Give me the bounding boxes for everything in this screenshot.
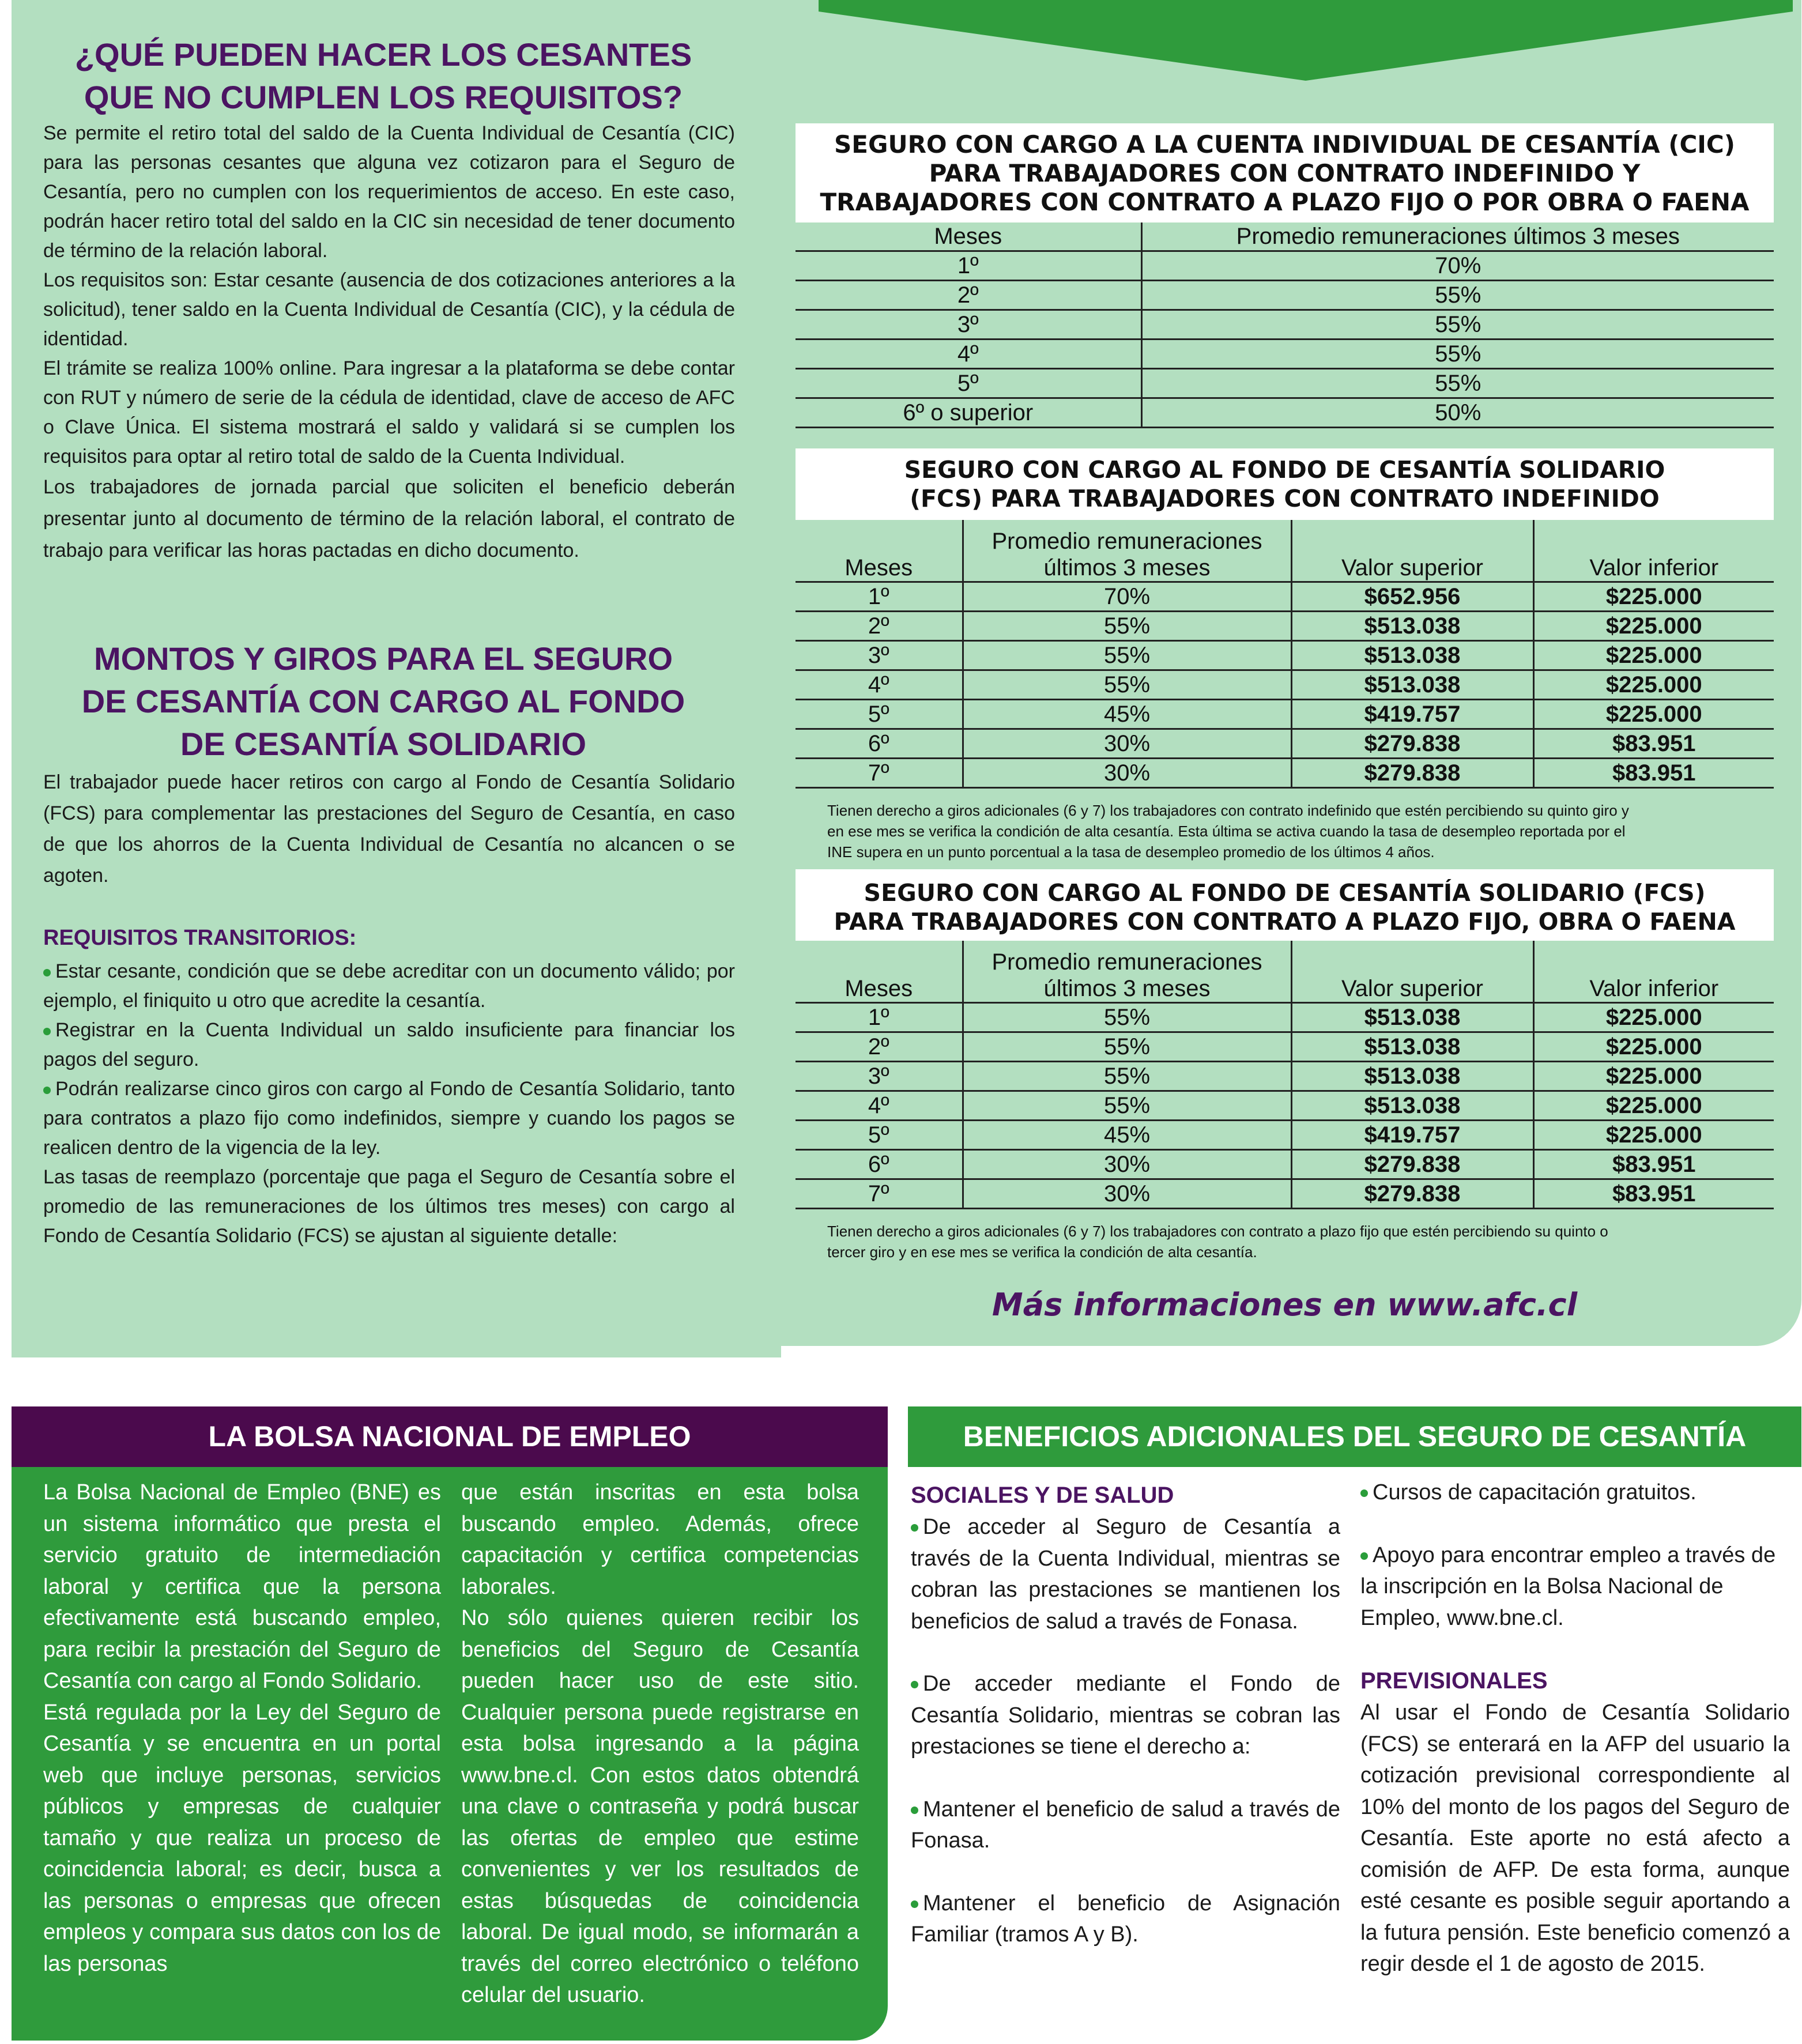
- list-item: De acceder mediante el Fondo de Cesantía Solidario, mientras se cobran las prestaciones se tiene el derecho a:: [911, 1668, 1340, 1763]
- paragraph: Los trabajadores de jornada parcial que soliciten el beneficio deberán presentar junto al documento de término de la relación laboral, el contrato de trabajo para verificar las horas pactadas en dicho documento.: [43, 476, 735, 561]
- table-cell: $279.838: [1291, 759, 1533, 788]
- note-line: Tienen derecho a giros adicionales (6 y 7) los trabajadores con contrato indefinido que estén percibiendo su quinto giro y: [827, 802, 1629, 819]
- table-row: [796, 641, 1774, 670]
- table-row: [796, 251, 1774, 281]
- table-row: [796, 398, 1774, 428]
- table-row: [796, 612, 1774, 641]
- table-cell: $225.000: [1533, 700, 1774, 729]
- table-cell: 55%: [963, 1062, 1291, 1091]
- table-cell: 3º: [796, 310, 1141, 340]
- title-line: MONTOS Y GIROS PARA EL SEGURO: [93, 640, 673, 677]
- table-cell: 55%: [963, 612, 1291, 641]
- table-row: [796, 729, 1774, 759]
- table-cell: $225.000: [1533, 582, 1774, 612]
- requisitos-list: [43, 957, 735, 1251]
- note-line: INE supera en un punto porcentual a la tasa de desempleo promedio de los últimos 4 años.: [827, 843, 1435, 861]
- note-line: Tienen derecho a giros adicionales (6 y 7) los trabajadores con contrato a plazo fijo que estén percibiendo su quinto o: [827, 1223, 1608, 1240]
- table-cell: $419.757: [1291, 700, 1533, 729]
- table3-block: [796, 869, 1774, 1262]
- more-info-link[interactable]: Más informaciones en www.afc.cl: [992, 1287, 1578, 1323]
- column-header: Meses: [796, 222, 1141, 251]
- table-header-row: [796, 520, 1774, 582]
- column-header: Valor superior: [1291, 520, 1533, 582]
- list-item: Cursos de capacitación gratuitos.: [1360, 1477, 1790, 1509]
- table-header-row: [796, 222, 1774, 251]
- table-cell: $513.038: [1291, 1032, 1533, 1062]
- paragraph: Se permite el retiro total del saldo de la Cuenta Individual de Cesantía (CIC) para las personas cesantes que alguna vez cotizaron para el Seguro de Cesantía, pero no cumplen con los requerimientos de acceso. En este caso, podrán hacer retiro total del saldo en la CIC sin necesidad de tener documento de término de la relación laboral.: [43, 122, 735, 262]
- table-cell: 30%: [963, 759, 1291, 788]
- title-line: TRABAJADORES CON CONTRATO A PLAZO FIJO O POR OBRA O FAENA: [820, 188, 1750, 216]
- sociales-title: SOCIALES Y DE SALUD: [911, 1483, 1174, 1508]
- table-cell: 3º: [796, 641, 963, 670]
- table-cell: 55%: [963, 1091, 1291, 1121]
- note-line: en ese mes se verifica la condición de alta cesantía. Esta última se activa cuando la tasa de desempleo reportada por el: [827, 823, 1626, 840]
- table-cell: 4º: [796, 1091, 963, 1121]
- title-line: (FCS) PARA TRABAJADORES CON CONTRATO INDEFINIDO: [910, 485, 1660, 512]
- table2: [796, 520, 1774, 789]
- title-line: QUE NO CUMPLEN LOS REQUISITOS?: [84, 79, 683, 115]
- table-cell: 5º: [796, 700, 963, 729]
- table-cell: 45%: [963, 1121, 1291, 1150]
- table-row: [796, 1150, 1774, 1179]
- table-row: [796, 340, 1774, 369]
- table-cell: 55%: [963, 641, 1291, 670]
- table-row: [796, 1062, 1774, 1091]
- paragraph: No sólo quienes quieren recibir los beneficios del Seguro de Cesantía pueden hacer uso de este sitio. Cualquier persona puede registrarse en esta bolsa ingresando a la página www.bne.cl. Con estos datos obtendrá una clave o contraseña y podrá buscar las ofertas de empleo que estime convenientes y ver los resultados de estas búsquedas de coincidencia laboral. De igual modo, se informarán a través del correo electrónico o teléfono celular del usuario.: [461, 1606, 859, 2007]
- list-item: Registrar en la Cuenta Individual un saldo insuficiente para financiar los pagos del seguro.: [43, 1016, 735, 1074]
- table-cell: $513.038: [1291, 1091, 1533, 1121]
- table-row: [796, 1003, 1774, 1032]
- column-header: Valor inferior: [1533, 520, 1774, 582]
- montos-paragraph: El trabajador puede hacer retiros con cargo al Fondo de Cesantía Solidario (FCS) para complementar las prestaciones del Seguro de Cesantía, en caso de que los ahorros de la Cuenta Individual de Cesantía no alcancen o se agoten.: [43, 771, 735, 887]
- table-row: [796, 310, 1774, 340]
- title-line: DE CESANTÍA SOLIDARIO: [180, 726, 587, 762]
- table3: [796, 941, 1774, 1209]
- paragraph: Las tasas de reemplazo (porcentaje que paga el Seguro de Cesantía sobre el promedio de las remuneraciones de los últimos tres meses) con cargo al Fondo de Cesantía Solidario (FCS) se ajustan al siguiente detalle:: [43, 1166, 735, 1247]
- table-cell: 55%: [1141, 281, 1774, 310]
- title-line: SEGURO CON CARGO AL FONDO DE CESANTÍA SOLIDARIO (FCS): [864, 879, 1706, 907]
- table-cell: 55%: [963, 1003, 1291, 1032]
- table-cell: 55%: [1141, 310, 1774, 340]
- table-cell: 1º: [796, 582, 963, 612]
- table-cell: $225.000: [1533, 1003, 1774, 1032]
- bne-title: LA BOLSA NACIONAL DE EMPLEO: [12, 1406, 888, 1467]
- header-line: últimos 3 meses: [1043, 555, 1211, 580]
- title-line: SEGURO CON CARGO A LA CUENTA INDIVIDUAL DE CESANTÍA (CIC): [834, 130, 1735, 159]
- title-line: ¿QUÉ PUEDEN HACER LOS CESANTES: [74, 36, 692, 73]
- table-cell: 7º: [796, 759, 963, 788]
- header-line: Promedio remuneraciones: [992, 529, 1262, 554]
- table-cell: $225.000: [1533, 670, 1774, 700]
- table3-note: [796, 1209, 1774, 1262]
- column-header: Valor superior: [1291, 941, 1533, 1003]
- table-cell: 3º: [796, 1062, 963, 1091]
- table-row: [796, 1121, 1774, 1150]
- note-line: tercer giro y en ese mes se verifica la condición de alta cesantía.: [827, 1243, 1257, 1261]
- table-cell: 4º: [796, 670, 963, 700]
- paragraph: Los requisitos son: Estar cesante (ausencia de dos cotizaciones anteriores a la solicitud), tener saldo en la Cuenta Individual de Cesantía (CIC), y la cédula de identidad.: [43, 269, 735, 350]
- table-row: [796, 1091, 1774, 1121]
- requisitos-title: REQUISITOS TRANSITORIOS:: [43, 926, 357, 950]
- table-cell: $513.038: [1291, 1003, 1533, 1032]
- table-cell: $652.956: [1291, 582, 1533, 612]
- paragraph: Está regulada por la Ley del Seguro de Cesantía y se encuentra en un portal web que incluye personas, servicios públicos y empresas de cualquier tamaño y que realiza un proceso de coincidencia laboral; es decir, busca a las personas o empresas que ofrecen empleos y compara sus datos con los de las personas: [43, 1700, 441, 1976]
- previsionales-title: PREVISIONALES: [1360, 1668, 1548, 1694]
- table1: [796, 222, 1774, 428]
- column-header: Meses: [796, 941, 963, 1003]
- beneficios-title: BENEFICIOS ADICIONALES DEL SEGURO DE CESANTÍA: [908, 1406, 1801, 1467]
- table-cell: $225.000: [1533, 1032, 1774, 1062]
- table-cell: 55%: [1141, 340, 1774, 369]
- table-row: [796, 670, 1774, 700]
- table-cell: $225.000: [1533, 1062, 1774, 1091]
- table-cell: $83.951: [1533, 1179, 1774, 1209]
- title-line: DE CESANTÍA CON CARGO AL FONDO: [81, 683, 685, 719]
- table-cell: 70%: [963, 582, 1291, 612]
- table-row: [796, 759, 1774, 788]
- column-header: Meses: [796, 520, 963, 582]
- table-row: [796, 582, 1774, 612]
- table-cell: $513.038: [1291, 641, 1533, 670]
- table2-title: [796, 448, 1774, 520]
- left-title: [43, 33, 723, 119]
- header-line: últimos 3 meses: [1043, 976, 1211, 1001]
- table-cell: 30%: [963, 1179, 1291, 1209]
- table-cell: 70%: [1141, 251, 1774, 281]
- table-cell: 7º: [796, 1179, 963, 1209]
- table-row: [796, 1179, 1774, 1209]
- table-cell: $83.951: [1533, 1150, 1774, 1179]
- table-cell: $225.000: [1533, 612, 1774, 641]
- header-line: Promedio remuneraciones: [992, 949, 1262, 975]
- table-row: [796, 281, 1774, 310]
- title-line: SEGURO CON CARGO AL FONDO DE CESANTÍA SOLIDARIO: [904, 456, 1665, 484]
- column-header: [963, 520, 1291, 582]
- table-cell: 2º: [796, 612, 963, 641]
- title-line: PARA TRABAJADORES CON CONTRATO A PLAZO FIJO, OBRA O FAENA: [834, 908, 1736, 936]
- table-cell: 50%: [1141, 398, 1774, 428]
- column-header: Valor inferior: [1533, 941, 1774, 1003]
- table-cell: 2º: [796, 1032, 963, 1062]
- table-cell: 55%: [963, 670, 1291, 700]
- bne-column-2: [461, 1477, 859, 2011]
- table-cell: 6º o superior: [796, 398, 1141, 428]
- table-cell: $513.038: [1291, 670, 1533, 700]
- list-item: Mantener el beneficio de Asignación Familiar (tramos A y B).: [911, 1888, 1340, 1951]
- list-item: Mantener el beneficio de salud a través de Fonasa.: [911, 1794, 1340, 1857]
- paragraph: que están inscritas en esta bolsa buscando empleo. Además, ofrece capacitación y certifica competencias laborales.: [461, 1480, 859, 1599]
- table-cell: 6º: [796, 1150, 963, 1179]
- list-item: Podrán realizarse cinco giros con cargo al Fondo de Cesantía Solidario, tanto para contratos a plazo fijo como indefinidos, siempre y cuando los pagos se realicen dentro de la vigencia de la ley.: [43, 1074, 735, 1163]
- table-cell: $225.000: [1533, 641, 1774, 670]
- table-cell: 30%: [963, 729, 1291, 759]
- green-chevron-banner: [819, 0, 1793, 81]
- table-cell: 6º: [796, 729, 963, 759]
- table-cell: $83.951: [1533, 759, 1774, 788]
- table-row: [796, 1032, 1774, 1062]
- list-item: Estar cesante, condición que se debe acreditar con un documento válido; por ejemplo, el finiquito u otro que acredite la cesantía.: [43, 957, 735, 1016]
- column-header: Promedio remuneraciones últimos 3 meses: [1141, 222, 1774, 251]
- beneficios-column-1: [911, 1479, 1340, 1951]
- table-cell: 1º: [796, 251, 1141, 281]
- table-cell: 4º: [796, 340, 1141, 369]
- table-cell: $513.038: [1291, 612, 1533, 641]
- table1-title: [796, 123, 1774, 222]
- table-cell: 5º: [796, 1121, 963, 1150]
- table-cell: $279.838: [1291, 1150, 1533, 1179]
- table2-block: [796, 448, 1774, 862]
- paragraph: Al usar el Fondo de Cesantía Solidario (FCS) se enterará en la AFP del usuario la cotización previsional correspondiente al 10% del monto de los pagos del Seguro de Cesantía. Este aporte no está afecto a comisión de AFP. De esta forma, aunque esté cesante es posible seguir aportando a la futura pensión. Este beneficio comenzó a regir desde el 1 de agosto de 2015.: [1360, 1700, 1790, 1976]
- list-item: De acceder al Seguro de Cesantía a través de la Cuenta Individual, mientras se cobran las prestaciones se mantienen los beneficios de salud a través de Fonasa.: [911, 1511, 1340, 1637]
- table-cell: $225.000: [1533, 1121, 1774, 1150]
- column-header: [963, 941, 1291, 1003]
- table-cell: $513.038: [1291, 1062, 1533, 1091]
- table3-title: [796, 869, 1774, 941]
- title-line: PARA TRABAJADORES CON CONTRATO INDEFINIDO Y: [929, 159, 1641, 187]
- beneficios-column-2: [1360, 1477, 1790, 1980]
- bne-column-1: [43, 1477, 441, 1979]
- paragraph: El trámite se realiza 100% online. Para ingresar a la plataforma se debe contar con RUT y número de serie de la cédula de identidad, clave de acceso de AFC o Clave Única. El sistema mostrará el saldo y validará si se cumplen los requisitos para optar al retiro total de saldo de la Cuenta Individual.: [43, 357, 735, 467]
- table-cell: $419.757: [1291, 1121, 1533, 1150]
- table-row: [796, 700, 1774, 729]
- table1-block: [796, 123, 1774, 428]
- table-cell: $279.838: [1291, 729, 1533, 759]
- table-header-row: [796, 941, 1774, 1003]
- table-cell: 30%: [963, 1150, 1291, 1179]
- table-cell: 2º: [796, 281, 1141, 310]
- paragraph: La Bolsa Nacional de Empleo (BNE) es un sistema informático que presta el servicio gratuito de intermediación laboral y certifica que la persona efectivamente está buscando empleo, para recibir la prestación del Seguro de Cesantía con cargo al Fondo Solidario.: [43, 1480, 441, 1693]
- table2-note: [796, 789, 1774, 862]
- table-cell: $225.000: [1533, 1091, 1774, 1121]
- montos-title: [43, 638, 723, 765]
- intro-text: [43, 119, 735, 567]
- list-item: Apoyo para encontrar empleo a través de la inscripción en la Bolsa Nacional de Empleo, www.bne.cl.: [1360, 1540, 1790, 1634]
- table-cell: 55%: [963, 1032, 1291, 1062]
- table-row: [796, 369, 1774, 398]
- table-cell: 5º: [796, 369, 1141, 398]
- table-cell: $83.951: [1533, 729, 1774, 759]
- table-cell: $279.838: [1291, 1179, 1533, 1209]
- table-cell: 45%: [963, 700, 1291, 729]
- table-cell: 1º: [796, 1003, 963, 1032]
- table-cell: 55%: [1141, 369, 1774, 398]
